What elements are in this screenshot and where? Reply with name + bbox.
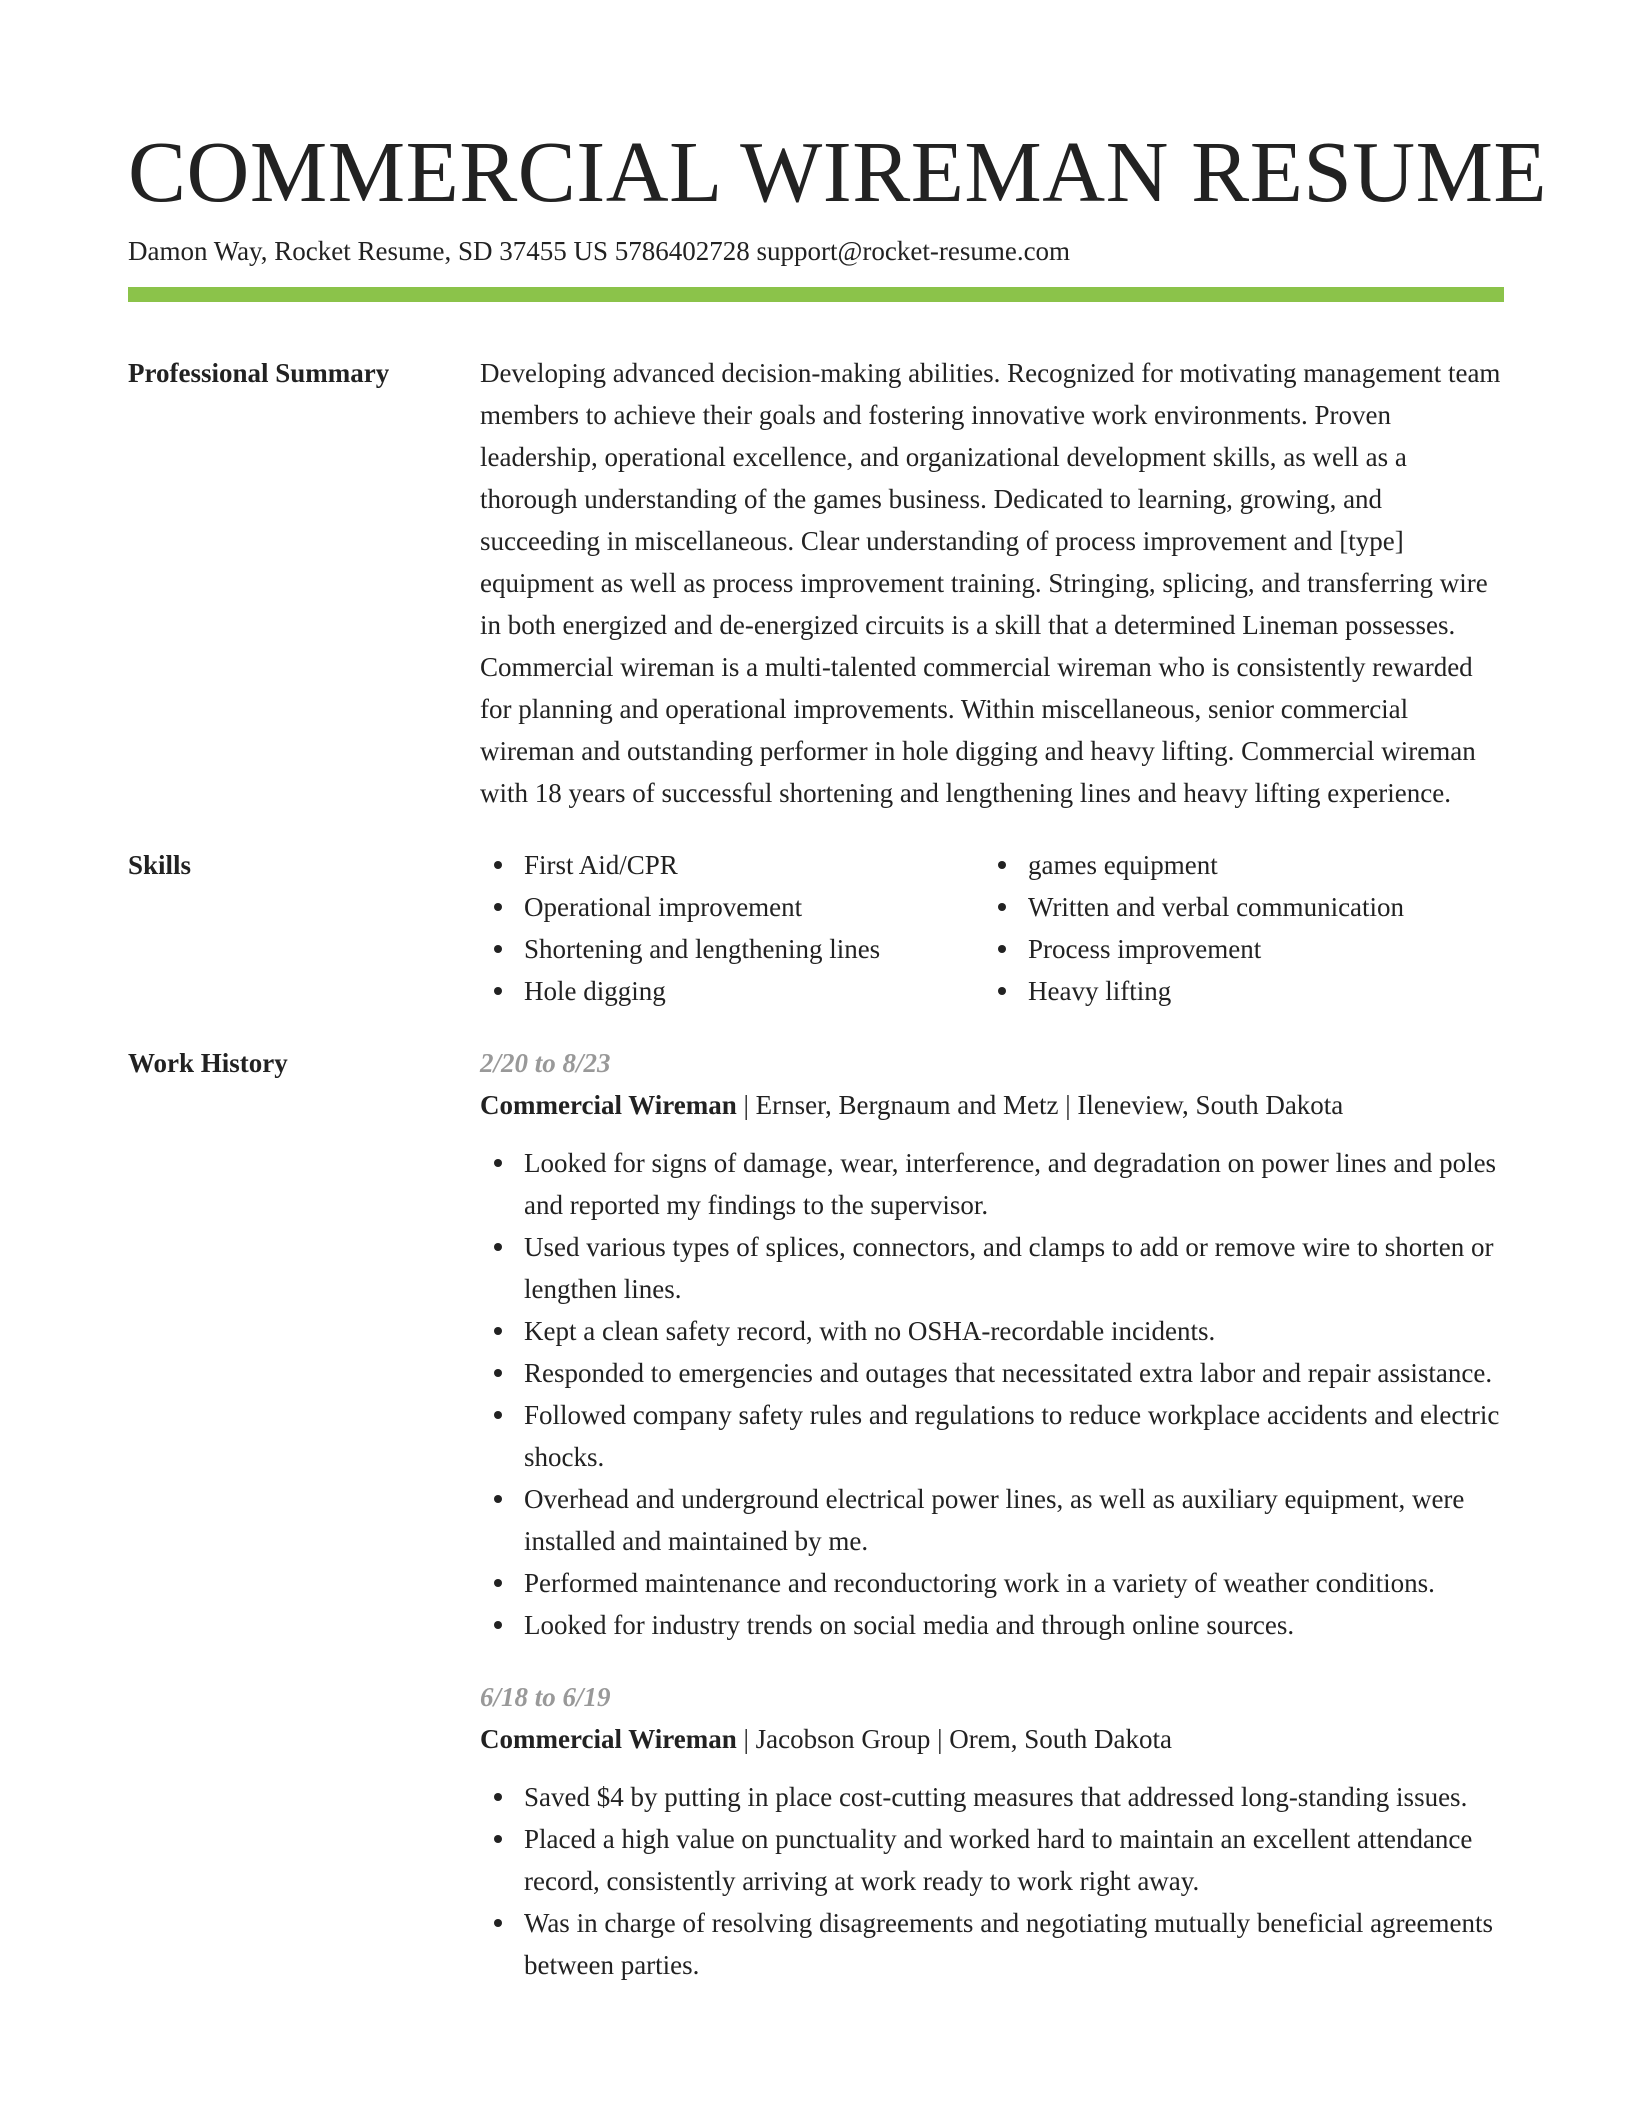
job-bullet: Looked for signs of damage, wear, interference, and degradation on power lines and poles and reported my findings to the supervisor.: [480, 1142, 1504, 1226]
job-entry: [480, 1042, 1504, 1646]
job-bullet: Responded to emergencies and outages that necessitated extra labor and repair assistance.: [480, 1352, 1504, 1394]
header-divider: [128, 287, 1504, 302]
skill-item: Shortening and lengthening lines: [480, 928, 984, 970]
job-dates: 6/18 to 6/19: [480, 1682, 611, 1712]
skills-column-left: [480, 844, 984, 1012]
job-details: | Jacobson Group | Orem, South Dakota: [736, 1724, 1172, 1754]
skills-section: [128, 844, 1504, 1012]
professional-summary-section: [128, 352, 1504, 814]
job-bullet: Looked for industry trends on social media and through online sources.: [480, 1604, 1504, 1646]
job-details: | Ernser, Bergnaum and Metz | Ileneview, South Dakota: [736, 1090, 1344, 1120]
resume-title: COMMERCIAL WIREMAN RESUME: [128, 123, 1548, 220]
work-history-body: [480, 1042, 1504, 2016]
skill-item: First Aid/CPR: [480, 844, 984, 886]
job-bullet: Used various types of splices, connectors, and clamps to add or remove wire to shorten or lengthen lines.: [480, 1226, 1504, 1310]
job-dates: 2/20 to 8/23: [480, 1048, 611, 1078]
job-title: Commercial Wireman: [480, 1090, 737, 1120]
section-label-work: Work History: [128, 1048, 288, 1078]
skill-item: Process improvement: [984, 928, 1488, 970]
skill-item: Heavy lifting: [984, 970, 1488, 1012]
section-label-skills: Skills: [128, 850, 192, 880]
job-header: [480, 1084, 1504, 1126]
resume-page: [128, 122, 1548, 2016]
skills-grid: [480, 844, 1504, 1012]
contact-info: Damon Way, Rocket Resume, SD 37455 US 5786402728 support@rocket-resume.com: [128, 236, 1071, 266]
job-bullet: Overhead and underground electrical power lines, as well as auxiliary equipment, were installed and maintained by me.: [480, 1478, 1504, 1562]
job-bullet: Performed maintenance and reconductoring work in a variety of weather conditions.: [480, 1562, 1504, 1604]
job-bullet: Was in charge of resolving disagreements and negotiating mutually beneficial agreements between parties.: [480, 1902, 1504, 1986]
job-header: [480, 1718, 1504, 1760]
job-bullet: Kept a clean safety record, with no OSHA-recordable incidents.: [480, 1310, 1504, 1352]
skill-item: Operational improvement: [480, 886, 984, 928]
skill-item: Hole digging: [480, 970, 984, 1012]
job-bullet: Placed a high value on punctuality and worked hard to maintain an excellent attendance record, consistently arriving at work ready to work right away.: [480, 1818, 1504, 1902]
job-bullets: [480, 1776, 1504, 1986]
job-title: Commercial Wireman: [480, 1724, 737, 1754]
skills-column-right: [984, 844, 1488, 1012]
summary-text: Developing advanced decision-making abilities. Recognized for motivating management team members to achieve their goals and fostering innovative work environments. Proven leadership, operational excellence, and organizational development skills, as well as a thorough understanding of the games business. Dedicated to learning, growing, and succeeding in miscellaneous. Clear understanding of process improvement and [type] equipment as well as process improvement training. Stringing, splicing, and transferring wire in both energized and de-energized circuits is a skill that a determined Lineman possesses. Commercial wireman is a multi-talented commercial wireman who is consistently rewarded for planning and operational improvements. Within miscellaneous, senior commercial wireman and outstanding performer in hole digging and heavy lifting. Commercial wireman with 18 years of successful shortening and lengthening lines and heavy lifting experience.: [480, 358, 1501, 808]
section-label-summary: Professional Summary: [128, 358, 390, 388]
job-bullet: Saved $4 by putting in place cost-cutting measures that addressed long-standing issues.: [480, 1776, 1504, 1818]
job-entry: [480, 1676, 1504, 1986]
skill-item: Written and verbal communication: [984, 886, 1488, 928]
skill-item: games equipment: [984, 844, 1488, 886]
work-history-section: [128, 1042, 1504, 2016]
job-bullet: Followed company safety rules and regulations to reduce workplace accidents and electric shocks.: [480, 1394, 1504, 1478]
job-bullets: [480, 1142, 1504, 1646]
